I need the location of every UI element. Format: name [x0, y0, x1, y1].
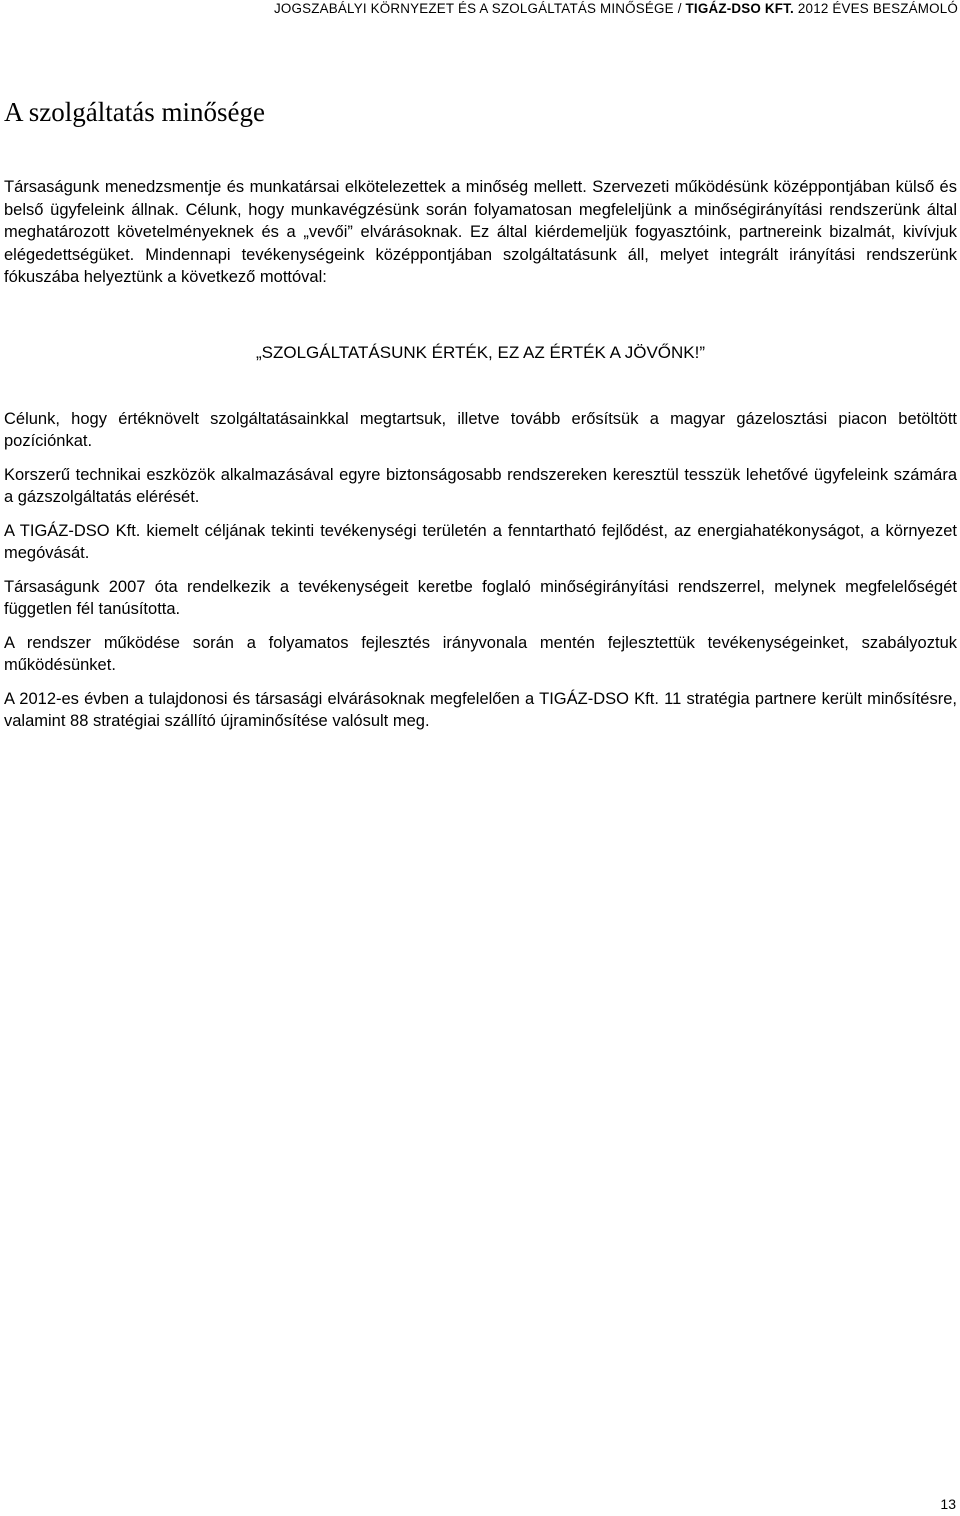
- running-header-report: 2012 ÉVES BESZÁMOLÓ: [793, 1, 958, 16]
- page-number: 13: [940, 1496, 956, 1512]
- paragraph-goal: Célunk, hogy értéknövelt szolgáltatásainkkal megtartsuk, illetve tovább erősítsük a magyar gázelosztási piacon betöltött pozíciónkat.: [4, 409, 957, 450]
- intro-paragraph: Társaságunk menedzsmentje és munkatársai elkötelezettek a minőség mellett. Szervezeti működésünk középpontjában külső és belső ügyfeleink állnak. Célunk, hogy munkavégzésünk során folyamatosan megfeleljünk a minőségirányítási rendszerünk által meghatározott követelményeknek és a „vevői” elvárásoknak. Ez által kiérdemeljük fogyasztóink, partnereink bizalmát, kivívjuk elégedettségüket. Mindennapi tevékenységeink középpontjában szolgáltatásunk áll, melyet integrált irányítási rendszerünk fókuszába helyeztünk a következő mottóval:: [4, 178, 957, 286]
- motto: „SZOLGÁLTATÁSUNK ÉRTÉK, EZ AZ ÉRTÉK A JÖVŐNK!”: [255, 342, 706, 362]
- paragraph-quality-system: Társaságunk 2007 óta rendelkezik a tevékenységeit keretbe foglaló minőségirányítási rendszerrel, melynek megfelelőségét független fél tanúsította.: [4, 577, 957, 618]
- running-header-company: TIGÁZ-DSO KFT.: [685, 1, 794, 16]
- document-body: [4, 176, 957, 744]
- paragraph-2012-partners: A 2012-es évben a tulajdonosi és társasági elvárásoknak megfelelően a TIGÁZ-DSO Kft. 11 stratégia partnere került minősítésre, valamint 88 stratégiai szállító újraminősítése valósult meg.: [4, 689, 957, 730]
- paragraph-technology: Korszerű technikai eszközök alkalmazásával egyre biztonságosabb rendszereken keresztül tesszük lehetővé ügyfeleink számára a gázszolgáltatás elérését.: [4, 465, 957, 506]
- paragraph-development: A rendszer működése során a folyamatos fejlesztés irányvonala mentén fejlesztettük tevékenységeinket, szabályoztuk működésünket.: [4, 633, 957, 674]
- running-header-section: JOGSZABÁLYI KÖRNYEZET ÉS A SZOLGÁLTATÁS MINŐSÉGE /: [274, 1, 686, 16]
- paragraph-sustainability: A TIGÁZ-DSO Kft. kiemelt céljának tekinti tevékenységi területén a fenntartható fejlődést, az energiahatékonyságot, a környezet megóvását.: [4, 521, 957, 562]
- section-title: A szolgáltatás minősége: [4, 97, 265, 127]
- running-header: [274, 0, 958, 18]
